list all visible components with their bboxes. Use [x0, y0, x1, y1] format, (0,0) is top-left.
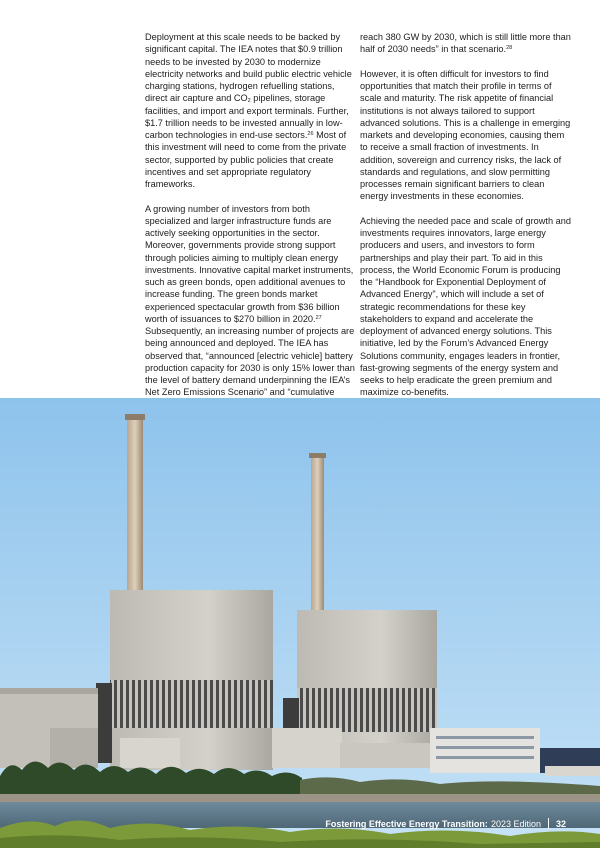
paragraph-text: Most of this investment will need to come from the private sector, supported by public policies that create incentives and set appropriate regulatory frameworks.	[145, 130, 347, 189]
facade-stripes	[297, 688, 437, 732]
facade-stripes	[110, 680, 273, 728]
low-building	[545, 766, 600, 776]
footer-divider	[548, 818, 549, 829]
chimney-right	[311, 455, 324, 611]
office-building-right	[430, 728, 540, 773]
footnote-ref-27[interactable]: 27	[315, 314, 322, 321]
paragraph-text: Subsequently, an increasing number of projects are being announced and deployed. The IEA has observed that, “announced [electric vehicle] battery production capacity for 2030 is only 15% lower than the level of battery demand underpinning the IEA’s Net Zero Emissions Scenario” and “cumulative	[145, 326, 355, 398]
roof-line	[0, 688, 98, 694]
window-row	[436, 746, 534, 749]
paragraph-text: reach 380 GW by 2030, which is still little more than half of 2030 needs” in that scenario.	[360, 32, 571, 55]
paragraph-text: pipelines, storage facilities, and import and export terminals. Further, $1.7 trillion needs to be invested annually in low-carbon technologies in end-use sectors.	[145, 93, 349, 140]
subscript-2: 2	[247, 98, 251, 105]
power-plant-illustration	[0, 398, 600, 848]
footnote-ref-26[interactable]: 26	[307, 131, 314, 137]
paragraph-barriers: However, it is often difficult for investors to find opportunities that match their profile in terms of scale and maturity. The risk appetite of financial institutions is not always tailored to support advanced solutions. This is a challenge in emerging markets and developing economies, causing them to receive a small fraction of investments. In addition, sovereign and currency risks, the lack of standards and regulations, and slow permitting processes remain significant barriers to clean energy investments in these economies.	[360, 68, 571, 202]
window-row	[436, 756, 534, 759]
paragraph-text: A growing number of investors from both specialized and larger infrastructure funds are actively seeking opportunities in the sector. Moreover, governments provide strong support through policies aiming to multiply clean energy investments. Innovative capital market instruments, such as green bonds, open additional avenues to increase funding. The green bonds market experienced spectacular growth from $36 billion worth of issuances to $270 billion in 2020.	[145, 203, 354, 324]
chimney-cap	[125, 414, 145, 420]
office-building	[340, 743, 440, 768]
page-number: 32	[555, 818, 566, 829]
paragraph-electrolyser	[360, 31, 572, 56]
footnote-ref-28[interactable]: 28	[506, 45, 513, 52]
paragraph-text: Deployment at this scale needs to be backed by significant capital. The IEA notes that $0.9 trillion needs to be invested by 2030 to modernize electricity networks and build public electric vehicle charging stations, hydrogen refuelling stations, direct air capture and CO	[145, 32, 352, 104]
power-plant-photo	[0, 398, 600, 848]
window-row	[436, 736, 534, 739]
annex	[50, 728, 98, 768]
paragraph-handbook: Achieving the needed pace and scale of growth and investments requires innovators, large energy producers and users, and investors to form partnerships and play their part. To aid in this process, the World Economic Forum is producing the “Handbook for Exponential Deployment of Advanced Energy”, which will include a set of strategic recommendations for these key stakeholders to expand and accelerate the deployment of advanced energy solutions. This initiative, led by the Forum’s Advanced Energy Solutions community, engages leaders in frontier, fast-growing segments of the energy system and seeks to help eradicate the green premium and maximize co-benefits.	[360, 215, 571, 398]
office-building	[272, 728, 342, 768]
chimney-left	[127, 416, 143, 591]
text-column-left	[145, 31, 357, 423]
annex-dark	[96, 683, 112, 763]
paragraph-capital-needs	[145, 31, 357, 190]
chimney-cap	[309, 453, 326, 458]
paragraph-investors	[145, 203, 357, 411]
text-column-right	[360, 31, 572, 411]
page-footer	[325, 818, 566, 829]
shoreline	[0, 794, 600, 802]
edition-label: 2023 Edition	[490, 818, 541, 829]
storage-tank	[120, 738, 180, 768]
publication-title: Fostering Effective Energy Transition:	[325, 818, 488, 829]
